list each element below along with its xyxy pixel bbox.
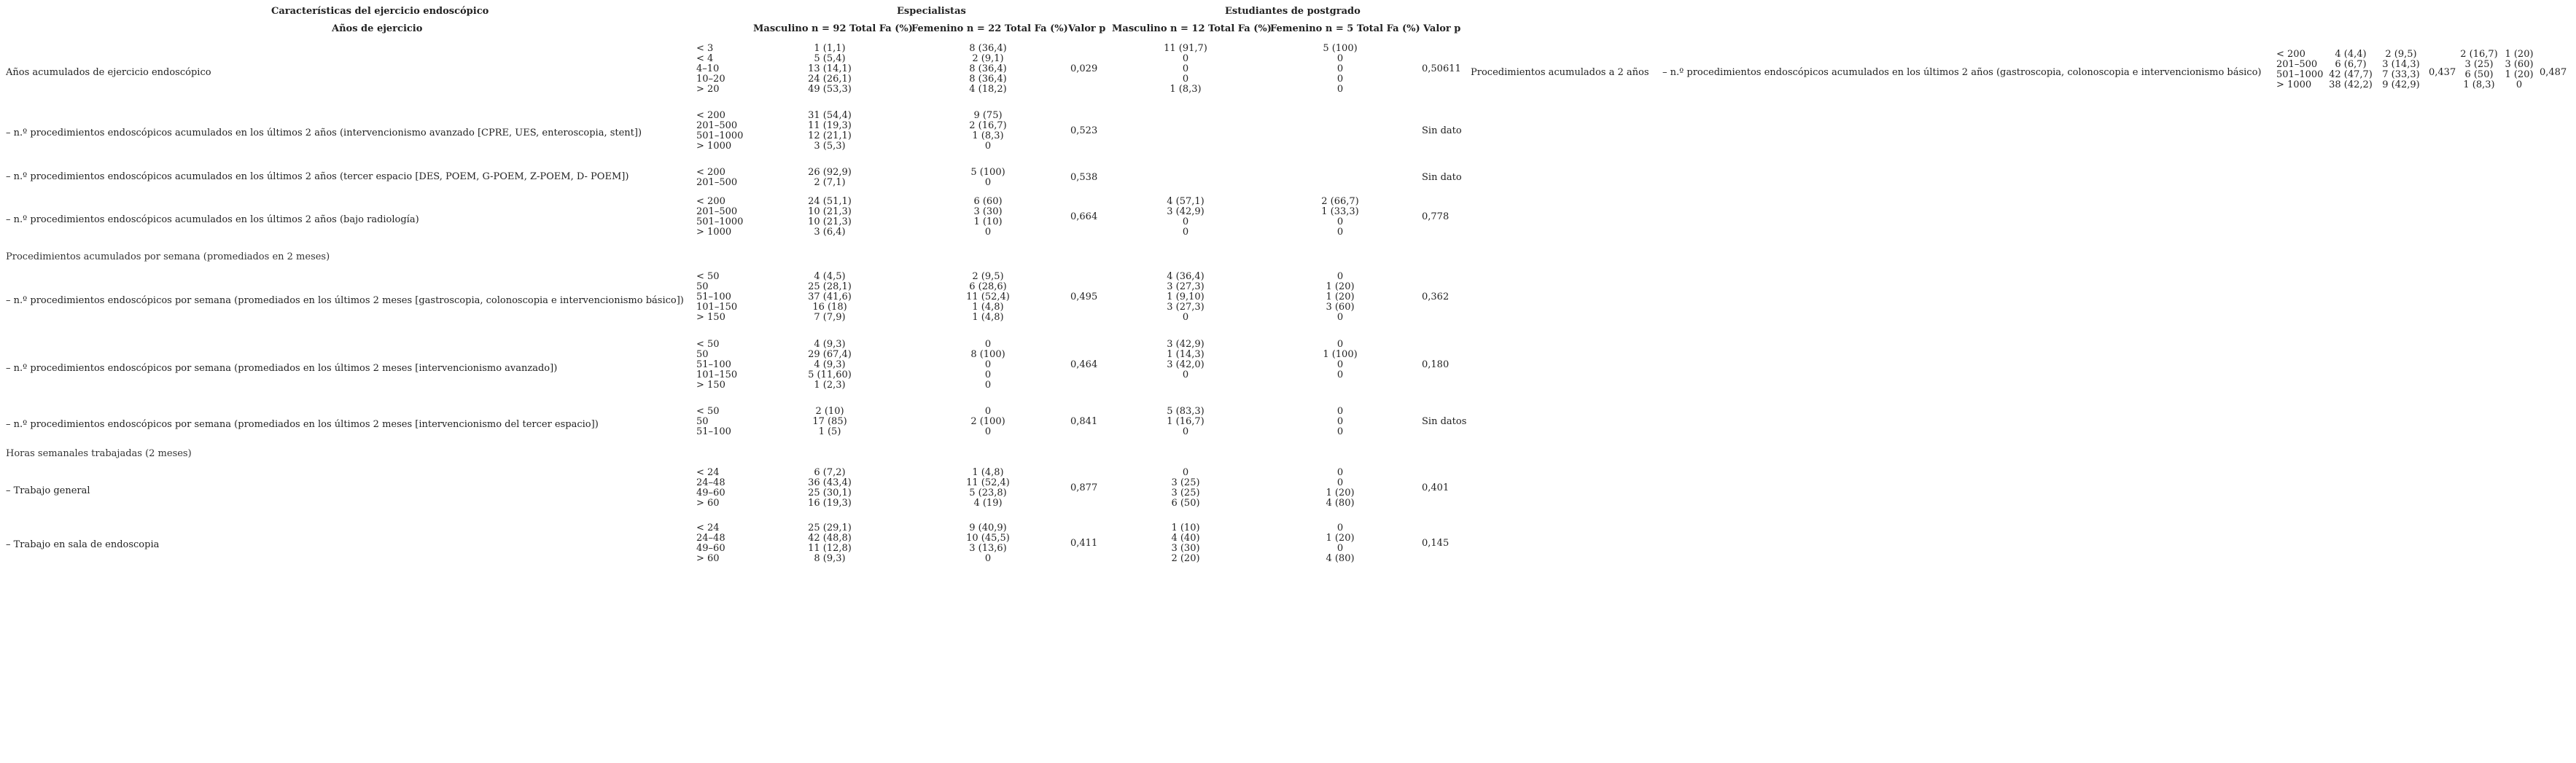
header-characteristics: Características del ejercicio endoscópico xyxy=(271,6,489,17)
table-cell: 2 (9,5) xyxy=(972,271,1004,282)
table-cell: 0 xyxy=(1182,467,1189,478)
table-cell: 0 xyxy=(984,369,992,380)
row-categories xyxy=(696,44,725,95)
overflow-label-2: – n.º procedimientos endoscópicos acumulados en los últimos 2 años (gastroscopia, colonoscopia e intervencionismo básico) xyxy=(1662,67,2262,78)
overflow-cell: 6 (6,7) xyxy=(2335,59,2367,70)
table-cell: 0 xyxy=(984,177,992,188)
row-female-stud xyxy=(1300,468,1380,509)
row-p-spec: 0,841 xyxy=(1070,416,1098,427)
table-cell: 1 (100) xyxy=(1323,349,1358,360)
row-female-spec xyxy=(948,272,1028,323)
table-cell: 1 (8,3) xyxy=(972,130,1004,141)
table-cell: < 50 xyxy=(696,339,720,350)
table-cell: 25 (29,1) xyxy=(808,523,852,533)
table-cell: 49 (53,3) xyxy=(808,84,852,95)
table-cell: 1 (1,1) xyxy=(814,43,846,54)
row-label: – n.º procedimientos endoscópicos acumulados en los últimos 2 años (bajo radiología) xyxy=(6,214,419,225)
table-cell: 1 (20) xyxy=(1326,488,1355,498)
row-p-spec: 0,538 xyxy=(1070,172,1098,183)
overflow-cell: 42 (47,7) xyxy=(2329,69,2373,80)
table-cell: 6 (50) xyxy=(1171,498,1200,509)
table-cell: 5 (11,60) xyxy=(808,369,852,380)
table-cell: 6 (28,6) xyxy=(969,281,1007,292)
table-cell: 0 xyxy=(1336,227,1344,238)
table-cell: 0 xyxy=(1182,216,1189,227)
table-cell: 3 (5,3) xyxy=(814,141,846,152)
table-cell: 0 xyxy=(1336,53,1344,64)
row-female-stud xyxy=(1300,44,1380,95)
header-specialists: Especialistas xyxy=(897,6,966,17)
table-cell: 0 xyxy=(1336,426,1344,437)
row-male-stud xyxy=(1143,197,1228,238)
table-cell: > 20 xyxy=(696,84,720,95)
table-cell: 5 (5,4) xyxy=(814,53,846,64)
row-p-spec: 0,029 xyxy=(1070,63,1098,74)
table-cell: 3 (30) xyxy=(973,206,1003,217)
overflow-cell: 4 (4,4) xyxy=(2335,49,2367,60)
col-male-stud: Masculino n = 12 Total Fa (%) xyxy=(1112,23,1272,34)
table-cell: 9 (40,9) xyxy=(969,523,1007,533)
row-p-stud: 0,145 xyxy=(1422,538,1450,549)
table-cell: 3 (6,4) xyxy=(814,227,846,238)
col-male-spec: Masculino n = 92 Total Fa (%) xyxy=(753,23,913,34)
table-cell: 9 (75) xyxy=(973,110,1003,121)
table-cell: 2 (66,7) xyxy=(1321,196,1359,207)
row-p-spec: 0,664 xyxy=(1070,211,1098,222)
row-male-stud xyxy=(1143,340,1228,391)
table-cell: 4 (18,2) xyxy=(969,84,1007,95)
table-cell: 11 (12,8) xyxy=(808,543,852,554)
table-cell: < 50 xyxy=(696,271,720,282)
overflow-cell: 6 (50) xyxy=(2464,69,2494,80)
overflow-cell: 3 (25) xyxy=(2464,59,2494,70)
table-cell: 0 xyxy=(984,141,992,152)
row-male-spec xyxy=(787,340,872,391)
row-categories xyxy=(696,168,737,188)
row-label: – n.º procedimientos endoscópicos por semana (promediados en los últimos 2 meses [intervencionismo avanzado]) xyxy=(6,363,558,374)
table-cell: 4 (4,5) xyxy=(814,271,846,282)
table-cell: 24–48 xyxy=(696,477,725,488)
row-female-stud xyxy=(1300,340,1380,391)
table-cell: 29 (67,4) xyxy=(808,349,852,360)
table-cell: 26 (92,9) xyxy=(808,167,852,178)
row-categories xyxy=(696,340,737,391)
table-cell: 1 (20) xyxy=(1326,281,1355,292)
table-cell: 0 xyxy=(984,359,992,370)
table-cell: 13 (14,1) xyxy=(808,63,852,74)
table-cell: 0 xyxy=(1336,359,1344,370)
table-cell: < 50 xyxy=(696,406,720,417)
row-female-stud xyxy=(1300,523,1380,564)
table-cell: 3 (42,9) xyxy=(1167,339,1205,350)
table-cell: 101–150 xyxy=(696,369,738,380)
col-female-spec: Femenino n = 22 Total Fa (%) xyxy=(911,23,1068,34)
table-cell: 51–100 xyxy=(696,291,731,302)
row-male-spec xyxy=(787,468,872,509)
table-cell: 12 (21,1) xyxy=(808,130,852,141)
header-students: Estudiantes de postgrado xyxy=(1225,6,1361,17)
table-cell: 0 xyxy=(1336,63,1344,74)
table-cell: > 1000 xyxy=(696,227,732,238)
table-cell: 24 (51,1) xyxy=(808,196,852,207)
row-p-stud: 0,778 xyxy=(1422,211,1450,222)
table-cell: 1 (5) xyxy=(818,426,841,437)
row-p-spec: 0,464 xyxy=(1070,359,1098,370)
table-cell: 25 (28,1) xyxy=(808,281,852,292)
table-cell: < 24 xyxy=(696,523,720,533)
table-cell: 11 (19,3) xyxy=(808,120,852,131)
table-cell: 1 (16,7) xyxy=(1167,416,1205,427)
row-categories xyxy=(696,272,737,323)
table-cell: 51–100 xyxy=(696,359,731,370)
table-cell: 0 xyxy=(984,553,992,564)
row-female-stud xyxy=(1300,272,1380,323)
table-cell: 16 (18) xyxy=(812,302,847,313)
table-cell: < 24 xyxy=(696,467,720,478)
table-cell: < 4 xyxy=(696,53,714,64)
row-male-stud xyxy=(1143,44,1228,95)
row-p-stud: 0,180 xyxy=(1422,359,1450,370)
table-cell: 501–1000 xyxy=(696,216,744,227)
table-cell: 201–500 xyxy=(696,120,738,131)
overflow-male-stud xyxy=(2457,50,2501,90)
overflow-cell: 1 (20) xyxy=(2505,49,2534,60)
table-cell: 24–48 xyxy=(696,533,725,544)
table-cell: 0 xyxy=(984,426,992,437)
table-cell: 0 xyxy=(1336,406,1344,417)
row-p-stud: 0,50611 xyxy=(1422,63,1461,74)
table-cell: 31 (54,4) xyxy=(808,110,852,121)
row-female-spec xyxy=(948,111,1028,152)
table-cell: 0 xyxy=(1182,74,1189,85)
col-p-spec: Valor p xyxy=(1068,23,1106,34)
table-cell: 0 xyxy=(1336,312,1344,323)
overflow-male-spec xyxy=(2326,50,2375,90)
table-cell: 0 xyxy=(1336,216,1344,227)
table-cell: 50 xyxy=(696,416,709,427)
table-cell: 0 xyxy=(1336,84,1344,95)
row-label: – n.º procedimientos endoscópicos por semana (promediados en los últimos 2 meses [intervencionismo del tercer espacio]) xyxy=(6,419,599,430)
row-label: – n.º procedimientos endoscópicos por semana (promediados en los últimos 2 meses [gastroscopia, colonoscopia e intervencionismo básico]) xyxy=(6,295,684,306)
row-female-spec xyxy=(948,44,1028,95)
table-cell: 50 xyxy=(696,281,709,292)
row-p-stud: 0,401 xyxy=(1422,482,1450,493)
table-cell: 0 xyxy=(984,380,992,391)
table-cell: 0 xyxy=(984,406,992,417)
overflow-cats xyxy=(2276,50,2323,90)
row-male-stud xyxy=(1143,523,1228,564)
row-p-stud: 0,362 xyxy=(1422,291,1450,302)
table-cell: 25 (30,1) xyxy=(808,488,852,498)
table-cell: 201–500 xyxy=(696,177,738,188)
table-cell: > 60 xyxy=(696,553,720,564)
overflow-cell: 0 xyxy=(2515,79,2523,90)
table-cell: < 200 xyxy=(696,196,725,207)
table-cell: 10 (21,3) xyxy=(808,206,852,217)
table-cell: 0 xyxy=(1182,369,1189,380)
table-cell: 4 (57,1) xyxy=(1167,196,1205,207)
table-cell: 10–20 xyxy=(696,74,725,85)
section-per-week: Procedimientos acumulados por semana (promediados en 2 meses) xyxy=(6,251,330,262)
overflow-cat: 501–1000 xyxy=(2276,69,2324,80)
table-cell: 0 xyxy=(1336,467,1344,478)
row-categories xyxy=(696,197,743,238)
row-female-spec xyxy=(948,523,1028,564)
table-cell: 2 (9,1) xyxy=(972,53,1004,64)
row-female-stud xyxy=(1300,407,1380,437)
table-cell: 24 (26,1) xyxy=(808,74,852,85)
table-cell: 1 (20) xyxy=(1326,291,1355,302)
table-cell: 2 (7,1) xyxy=(814,177,846,188)
overflow-cell: 3 (14,3) xyxy=(2382,59,2420,70)
overflow-cell: 1 (8,3) xyxy=(2463,79,2495,90)
overflow-female-spec xyxy=(2375,50,2427,90)
table-cell: 50 xyxy=(696,349,709,360)
row-label: Años acumulados de ejercicio endoscópico xyxy=(6,67,211,78)
table-cell: 11 (52,4) xyxy=(966,477,1010,488)
table-cell: 0 xyxy=(1182,227,1189,238)
table-cell: 0 xyxy=(984,339,992,350)
overflow-cell: 2 (16,7) xyxy=(2460,49,2498,60)
table-cell: 4 (80) xyxy=(1326,553,1355,564)
header-years: Años de ejercicio xyxy=(332,23,423,34)
row-female-stud xyxy=(1300,197,1380,238)
table-cell: 7 (7,9) xyxy=(814,312,846,323)
table-cell: 6 (7,2) xyxy=(814,467,846,478)
overflow-cell: 1 (20) xyxy=(2505,69,2534,80)
table-cell: 201–500 xyxy=(696,206,738,217)
table-cell: 5 (100) xyxy=(970,167,1005,178)
table-cell: > 150 xyxy=(696,380,725,391)
overflow-cat: > 1000 xyxy=(2276,79,2312,90)
row-categories xyxy=(696,407,731,437)
row-p-stud: Sin dato xyxy=(1422,172,1462,183)
overflow-p-spec: 0,437 xyxy=(2429,67,2456,78)
table-cell: 0 xyxy=(1182,312,1189,323)
table-cell: 8 (9,3) xyxy=(814,553,846,564)
table-cell: 4 (80) xyxy=(1326,498,1355,509)
table-cell xyxy=(1143,380,1228,391)
table-cell: 8 (100) xyxy=(970,349,1005,360)
row-p-spec: 0,877 xyxy=(1070,482,1098,493)
table-cell: 1 (10) xyxy=(1171,523,1200,533)
row-p-stud: Sin datos xyxy=(1422,416,1467,427)
overflow-cell: 3 (60) xyxy=(2505,59,2534,70)
table-cell: 3 (13,6) xyxy=(969,543,1007,554)
table-cell: 42 (48,8) xyxy=(808,533,852,544)
table-cell: 0 xyxy=(1336,523,1344,533)
col-p-stud: Valor p xyxy=(1423,23,1461,34)
table-cell: 1 (9,10) xyxy=(1167,291,1205,302)
table-cell: 2 (10) xyxy=(815,406,844,417)
table-cell: 1 (14,3) xyxy=(1167,349,1205,360)
row-female-spec xyxy=(948,340,1028,391)
table-cell: 10 (21,3) xyxy=(808,216,852,227)
table-cell: 0 xyxy=(1336,369,1344,380)
overflow-cell: 2 (9,5) xyxy=(2385,49,2417,60)
table-cell: 8 (36,4) xyxy=(969,74,1007,85)
table-cell: 1 (4,8) xyxy=(972,467,1004,478)
table-cell: 3 (25) xyxy=(1171,477,1200,488)
table-cell: < 3 xyxy=(696,43,714,54)
row-label: – n.º procedimientos endoscópicos acumulados en los últimos 2 años (intervencionismo avanzado [CPRE, UES, enteroscopia, stent]) xyxy=(6,128,642,138)
table-cell: 0 xyxy=(984,227,992,238)
overflow-cell: 38 (42,2) xyxy=(2329,79,2373,90)
row-categories xyxy=(696,468,725,509)
table-cell: 5 (100) xyxy=(1323,43,1358,54)
table-cell: 4 (9,3) xyxy=(814,339,846,350)
row-male-spec xyxy=(787,523,872,564)
table-cell xyxy=(1300,380,1380,391)
table-cell: 0 xyxy=(1336,74,1344,85)
table-cell: 1 (2,3) xyxy=(814,380,846,391)
overflow-p-stud: 0,487 xyxy=(2540,67,2567,78)
table-cell: 4–10 xyxy=(696,63,720,74)
table-cell: 0 xyxy=(1336,416,1344,427)
row-p-spec: 0,523 xyxy=(1070,125,1098,136)
table-cell: 10 (45,5) xyxy=(966,533,1010,544)
row-male-stud xyxy=(1143,407,1228,437)
row-male-spec xyxy=(787,168,872,188)
table-cell: 1 (4,8) xyxy=(972,302,1004,313)
overflow-cat: 201–500 xyxy=(2276,59,2318,70)
table-cell: 17 (85) xyxy=(812,416,847,427)
table-cell: 3 (42,0) xyxy=(1167,359,1205,370)
table-cell: 36 (43,4) xyxy=(808,477,852,488)
row-p-spec: 0,495 xyxy=(1070,291,1098,302)
row-female-spec xyxy=(948,168,1028,188)
table-cell: 16 (19,3) xyxy=(808,498,852,509)
col-female-stud: Femenino n = 5 Total Fa (%) xyxy=(1270,23,1420,34)
table-cell: 11 (91,7) xyxy=(1164,43,1207,54)
table-cell: 0 xyxy=(1336,271,1344,282)
table-cell: 3 (27,3) xyxy=(1167,302,1205,313)
table-cell: 4 (40) xyxy=(1171,533,1200,544)
table-cell: 2 (16,7) xyxy=(969,120,1007,131)
overflow-cat: < 200 xyxy=(2276,49,2305,60)
table-cell: 3 (60) xyxy=(1326,302,1355,313)
row-label: – Trabajo general xyxy=(6,485,90,496)
table-cell: 4 (19) xyxy=(973,498,1003,509)
table-cell: > 60 xyxy=(696,498,720,509)
table-cell: 51–100 xyxy=(696,426,731,437)
table-cell: 101–150 xyxy=(696,302,738,313)
row-label: – n.º procedimientos endoscópicos acumulados en los últimos 2 años (tercer espacio [DES, POEM, G-POEM, Z-POEM, D- POEM]) xyxy=(6,171,629,182)
row-female-spec xyxy=(948,407,1028,437)
table-cell: 3 (42,9) xyxy=(1167,206,1205,217)
table-cell: 3 (25) xyxy=(1171,488,1200,498)
row-categories xyxy=(696,111,743,152)
table-cell: 0 xyxy=(1182,63,1189,74)
table-cell: 4 (9,3) xyxy=(814,359,846,370)
row-male-spec xyxy=(787,111,872,152)
table-cell: 37 (41,6) xyxy=(808,291,852,302)
table-cell: 501–1000 xyxy=(696,130,744,141)
table-cell: 49–60 xyxy=(696,543,725,554)
overflow-cell: 7 (33,3) xyxy=(2382,69,2420,80)
table-cell: 0 xyxy=(1182,53,1189,64)
table-cell: < 200 xyxy=(696,110,725,121)
row-male-spec xyxy=(787,44,872,95)
row-male-spec xyxy=(787,197,872,238)
table-cell: 6 (60) xyxy=(973,196,1003,207)
table-cell: 11 (52,4) xyxy=(966,291,1010,302)
row-female-spec xyxy=(948,197,1028,238)
table-cell: 0 xyxy=(1336,543,1344,554)
overflow-cell: 9 (42,9) xyxy=(2382,79,2420,90)
table-cell: 4 (36,4) xyxy=(1167,271,1205,282)
table-cell: 2 (100) xyxy=(970,416,1005,427)
row-p-spec: 0,411 xyxy=(1070,538,1098,549)
table-cell: 1 (4,8) xyxy=(972,312,1004,323)
table-cell: 5 (23,8) xyxy=(969,488,1007,498)
table-cell: 1 (20) xyxy=(1326,533,1355,544)
table-cell: 5 (83,3) xyxy=(1167,406,1205,417)
row-male-spec xyxy=(787,407,872,437)
table-cell: 49–60 xyxy=(696,488,725,498)
table-cell: 2 (20) xyxy=(1171,553,1200,564)
table-cell: 0 xyxy=(1336,477,1344,488)
table-cell: > 150 xyxy=(696,312,725,323)
table-cell: 3 (30) xyxy=(1171,543,1200,554)
row-label: – Trabajo en sala de endoscopia xyxy=(6,539,160,550)
table-cell: 1 (8,3) xyxy=(1170,84,1202,95)
row-male-stud xyxy=(1143,468,1228,509)
table-cell: < 200 xyxy=(696,167,725,178)
row-male-spec xyxy=(787,272,872,323)
row-male-stud xyxy=(1143,272,1228,323)
table-cell: 8 (36,4) xyxy=(969,63,1007,74)
table-cell: > 1000 xyxy=(696,141,732,152)
table-cell: 0 xyxy=(1182,426,1189,437)
table-cell: 1 (10) xyxy=(973,216,1003,227)
row-categories xyxy=(696,523,725,564)
table-cell: 1 (33,3) xyxy=(1321,206,1359,217)
table-cell: 3 (27,3) xyxy=(1167,281,1205,292)
overflow-female-stud xyxy=(2501,50,2537,90)
section-hours: Horas semanales trabajadas (2 meses) xyxy=(6,448,192,459)
row-p-stud: Sin dato xyxy=(1422,125,1462,136)
row-female-spec xyxy=(948,468,1028,509)
table-cell: 8 (36,4) xyxy=(969,43,1007,54)
table-cell: 0 xyxy=(1336,339,1344,350)
overflow-label-1: Procedimientos acumulados a 2 años xyxy=(1471,67,1649,78)
